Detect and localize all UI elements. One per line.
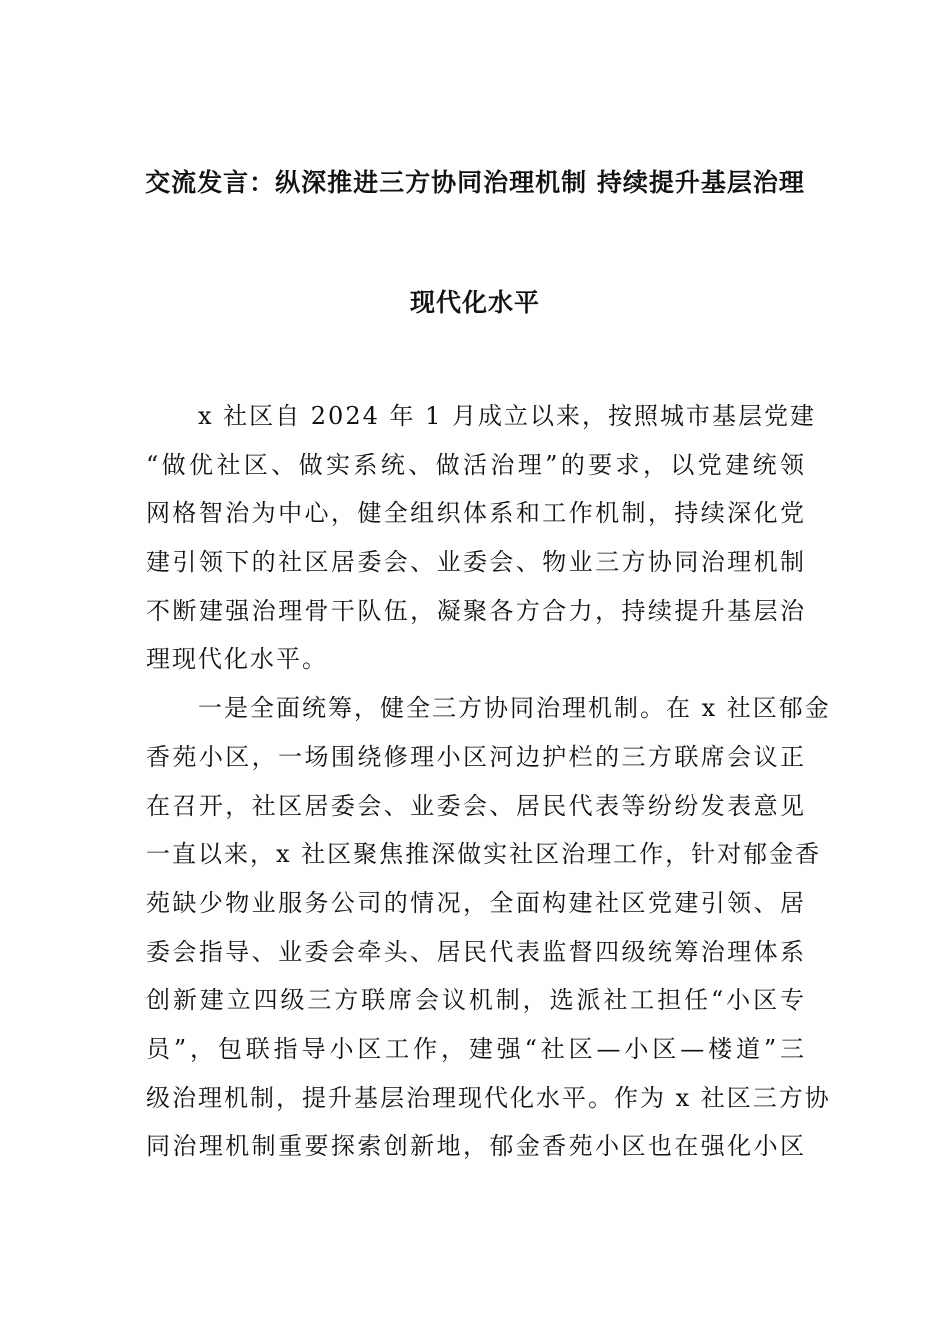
paragraph-intro: [146, 392, 817, 684]
paragraph-point-one: [146, 684, 831, 1171]
text-line: 委会指导、业委会牵头、居民代表监督四级统筹治理体系: [146, 937, 806, 966]
text-line: 不断建强治理骨干队伍，凝聚各方合力，持续提升基层治: [146, 596, 806, 625]
text-line: 理现代化水平。: [146, 645, 328, 674]
text-line: 同治理机制重要探索创新地，郁金香苑小区也在强化小区: [146, 1132, 806, 1161]
document-title-line-1: 交流发言：纵深推进三方协同治理机制 持续提升基层治理: [145, 168, 805, 197]
text-line: 创新建立四级三方联席会议机制，选派社工担任“小区专: [146, 986, 806, 1015]
text-line: 香苑小区，一场围绕修理小区河边护栏的三方联席会议正: [146, 742, 806, 771]
document-title-line-2: 现代化水平: [409, 288, 540, 317]
text-line: x 社区自 2024 年 1 月成立以来，按照城市基层党建: [198, 402, 817, 430]
text-line: 一是全面统筹，健全三方协同治理机制。在 x 社区郁金: [198, 694, 831, 723]
text-line: 一直以来，x 社区聚焦推深做实社区治理工作，针对郁金香: [146, 840, 822, 869]
text-line: 员”，包联指导小区工作，建强“社区—小区—楼道”三: [146, 1034, 806, 1063]
document-body: [146, 392, 831, 1171]
text-line: 在召开，社区居委会、业委会、居民代表等纷纷发表意见: [146, 791, 806, 820]
text-line: “做优社区、做实系统、做活治理”的要求，以党建统领: [146, 450, 806, 479]
text-line: 建引领下的社区居委会、业委会、物业三方协同治理机制: [146, 548, 806, 577]
text-line: 级治理机制，提升基层治理现代化水平。作为 x 社区三方协: [146, 1083, 831, 1112]
text-line: 苑缺少物业服务公司的情况，全面构建社区党建引领、居: [146, 888, 806, 917]
text-line: 网格智治为中心，健全组织体系和工作机制，持续深化党: [146, 499, 806, 528]
